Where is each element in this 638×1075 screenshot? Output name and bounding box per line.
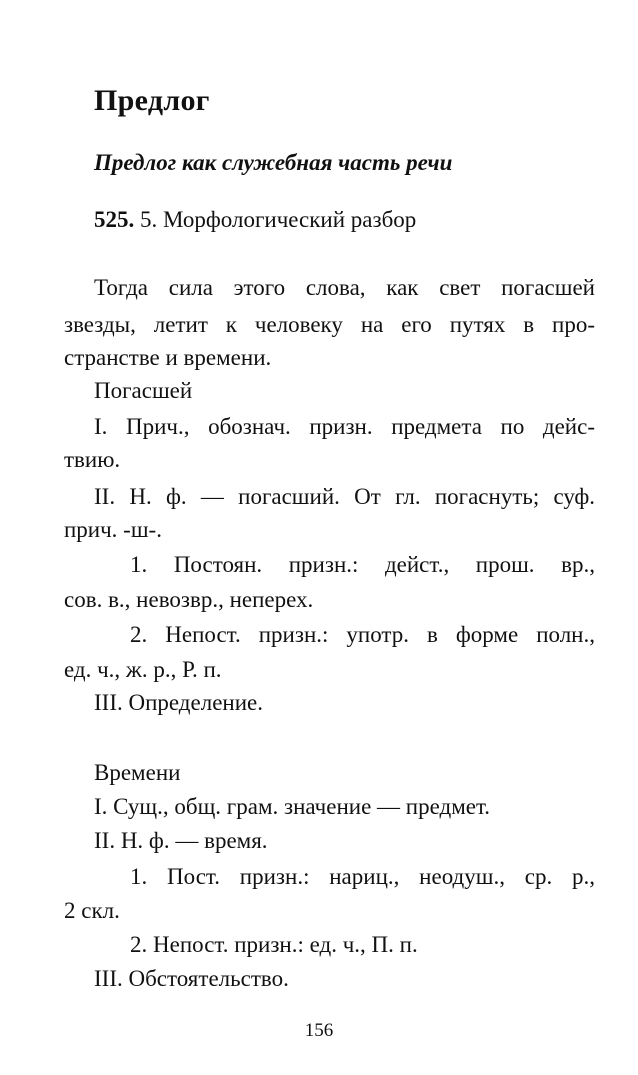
analysis1-point5: III. Определение. xyxy=(94,690,263,715)
analysis1-point1-line1: I. Прич., обознач. призн. предмета по дейс- xyxy=(94,414,595,439)
analysis1-point2-line2: прич. -ш-. xyxy=(64,517,162,542)
analysis1-point3-line2: сов. в., невозвр., неперех. xyxy=(64,587,314,612)
exercise-heading xyxy=(94,207,416,233)
analysis2-word: Времени xyxy=(94,760,181,785)
exercise-number: 525. xyxy=(94,207,135,232)
analysis2-point5: III. Обстоятельство. xyxy=(94,966,289,991)
page-title: Предлог xyxy=(94,84,210,117)
analysis1-point3-line1: 1. Постоян. призн.: дейст., прош. вр., xyxy=(130,552,595,577)
analysis2-point1: I. Сущ., общ. грам. значение — предмет. xyxy=(94,794,491,819)
exercise-title: 5. Морфологический разбор xyxy=(140,207,417,232)
sentence-line-1: Тогда сила этого слова, как свет погасшей xyxy=(94,275,595,300)
page-number: 156 xyxy=(304,1020,334,1041)
analysis2-point3-line1: 1. Пост. призн.: нариц., неодуш., ср. р., xyxy=(130,864,595,889)
sentence-line-3: странстве и времени. xyxy=(64,345,272,370)
analysis1-word: Погасшей xyxy=(94,378,193,403)
analysis2-point4: 2. Непост. призн.: ед. ч., П. п. xyxy=(130,932,418,957)
analysis2-point3-line2: 2 скл. xyxy=(64,898,120,923)
analysis1-point4-line1: 2. Непост. призн.: употр. в форме полн., xyxy=(130,622,595,647)
analysis2-point2: II. Н. ф. — время. xyxy=(94,828,268,853)
section-subtitle: Предлог как служебная часть речи xyxy=(94,150,453,175)
analysis1-point1-line2: твию. xyxy=(64,447,121,472)
sentence-line-2: звезды, летит к человеку на его путях в про- xyxy=(64,312,595,337)
analysis1-point4-line2: ед. ч., ж. р., Р. п. xyxy=(64,657,222,682)
analysis1-point2-line1: II. Н. ф. — погасший. От гл. погаснуть; суф. xyxy=(94,484,595,509)
